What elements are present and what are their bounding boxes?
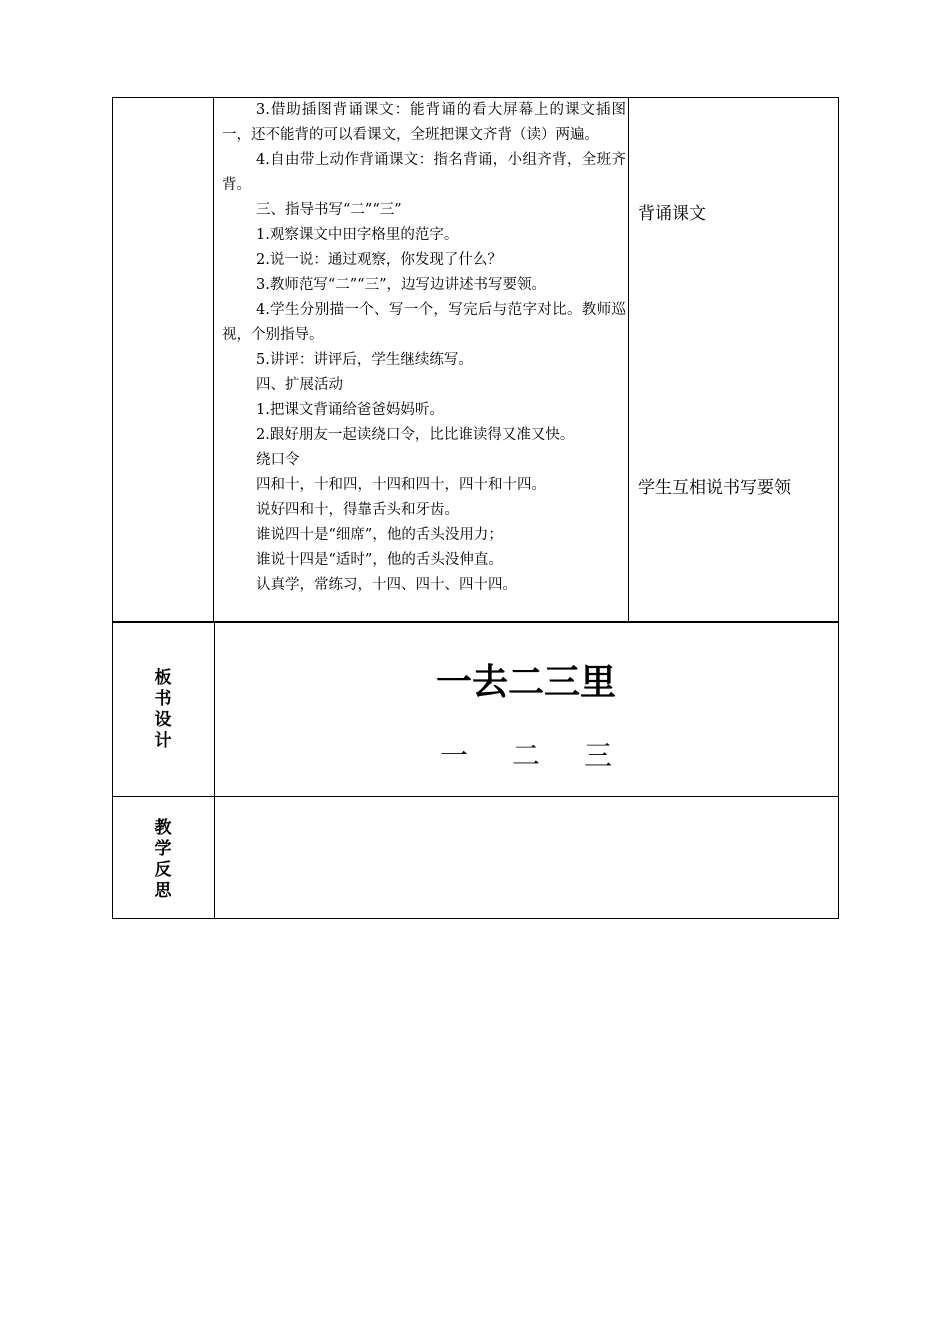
board-char: 二 (512, 739, 541, 772)
board-design-label (148, 668, 178, 752)
process-line: 5.讲评：讲评后，学生继续练写。 (256, 352, 473, 368)
process-line: 1.观察课文中田字格里的范字。 (256, 227, 459, 243)
process-line: 谁说十四是“适时”，他的舌头没伸直。 (256, 552, 503, 568)
process-line: 绕口令 (256, 452, 300, 468)
process-col-divider-1 (213, 97, 214, 622)
board-chars (440, 734, 656, 774)
process-line: 说好四和十，得靠舌头和牙齿。 (256, 502, 459, 518)
process-line: 3.借助插图背诵课文：能背诵的看大屏幕上的课文插图一，还不能背的可以看课文，全班把课文齐背（读）两遍。 (222, 102, 626, 143)
process-line: 4.学生分别描一个、写一个，写完后与范字对比。教师巡视，个别指导。 (222, 302, 626, 343)
note-recite: 背诵课文 (638, 204, 706, 224)
process-col-divider-2 (628, 97, 629, 622)
board-char: 三 (584, 739, 613, 772)
process-line: 4.自由带上动作背诵课文：指名背诵，小组齐背，全班齐背。 (222, 152, 626, 193)
process-line: 1.把课文背诵给爸爸妈妈听。 (256, 402, 444, 418)
process-line: 四和十，十和四，十四和四十，四十和十四。 (256, 477, 546, 493)
board-char: 一 (440, 739, 469, 772)
process-line: 2.跟好朋友一起读绕口令，比比谁读得又准又快。 (256, 427, 575, 443)
teaching-process-text (222, 98, 626, 598)
board-title: 一去二三里 (435, 662, 616, 703)
reflection-label-text: 教学反思 (154, 818, 172, 901)
process-line: 三、指导书写“二”“三” (256, 202, 402, 218)
process-line: 四、扩展活动 (256, 377, 343, 393)
row-divider (112, 796, 839, 797)
note-writing: 学生互相说书写要领 (638, 478, 791, 498)
process-line: 谁说四十是“细席”，他的舌头没用力； (256, 527, 503, 543)
process-line: 2.说一说：通过观察，你发现了什么？ (256, 252, 502, 268)
process-line: 认真学，常练习，十四、四十、四十四。 (256, 577, 517, 593)
board-label-text: 板书设计 (154, 668, 172, 751)
process-line: 3.教师范写“二”“三”，边写边讲述书写要领。 (256, 277, 546, 293)
reflection-label (148, 818, 178, 902)
